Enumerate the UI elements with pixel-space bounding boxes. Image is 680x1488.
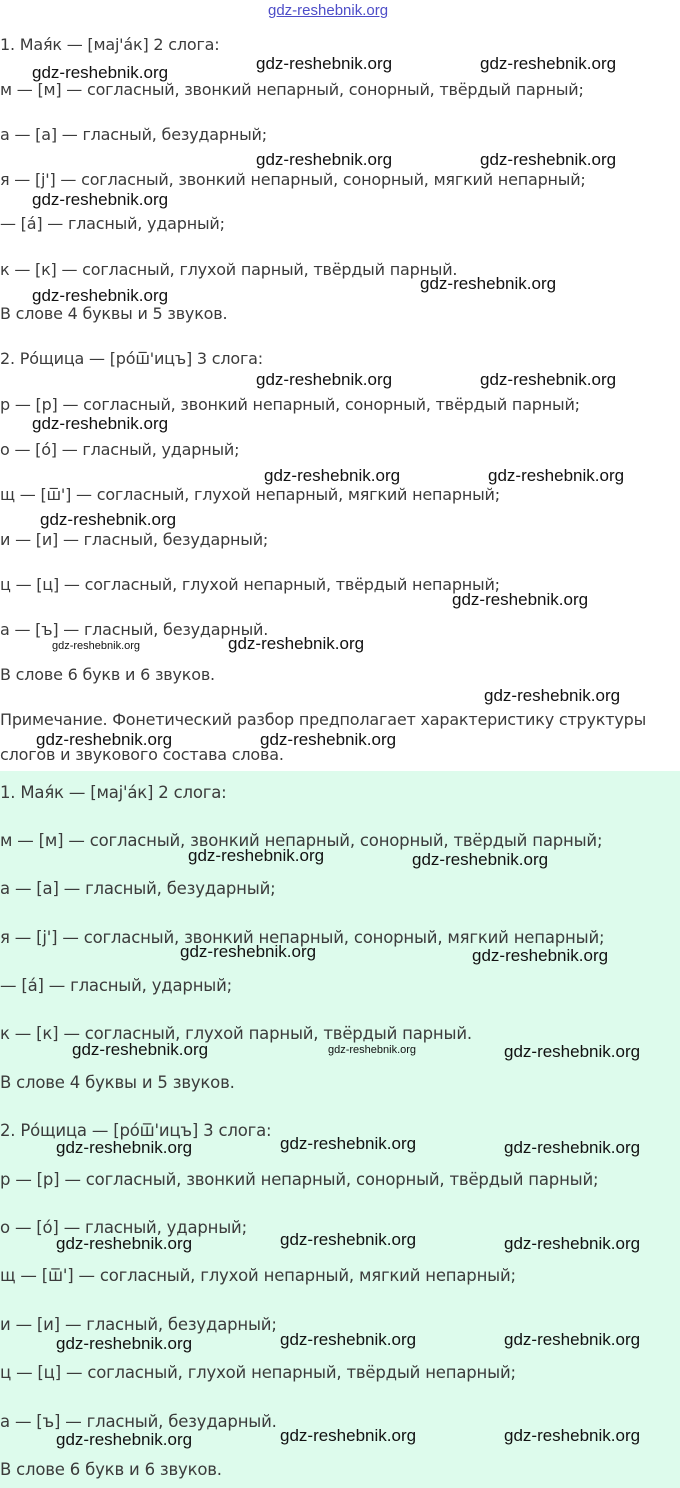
summary-line: В слове 4 буквы и 5 звуков. bbox=[0, 1073, 235, 1092]
watermark: gdz-reshebnik.org bbox=[32, 63, 169, 82]
analysis-line: я — [j'] — согласный, звонкий непарный, сонорный, мягкий непарный; bbox=[0, 170, 586, 189]
analysis-line: м — [м] — согласный, звонкий непарный, сонорный, твёрдый парный; bbox=[0, 831, 603, 850]
analysis-line: к — [к] — согласный, глухой парный, твёрдый парный. bbox=[0, 1024, 472, 1043]
watermark: gdz-reshebnik.org bbox=[52, 640, 141, 652]
analysis-line: а — [а] — гласный, безударный; bbox=[0, 125, 267, 144]
summary-line: В слове 6 букв и 6 звуков. bbox=[0, 1460, 222, 1479]
watermark: gdz-reshebnik.org bbox=[256, 370, 393, 389]
watermark: gdz-reshebnik.org bbox=[72, 1040, 209, 1059]
watermark: gdz-reshebnik.org bbox=[260, 730, 397, 749]
watermark: gdz-reshebnik.org bbox=[480, 370, 617, 389]
watermark: gdz-reshebnik.org bbox=[188, 846, 325, 865]
watermark: gdz-reshebnik.org bbox=[480, 150, 617, 169]
analysis-line: щ — [ш̅'] — согласный, глухой непарный, мягкий непарный; bbox=[0, 485, 500, 504]
heading-word-mayak: 1. Мая́к — [маj'а́к] 2 слога: bbox=[0, 783, 227, 802]
watermark: gdz-reshebnik.org bbox=[56, 1138, 193, 1157]
watermark: gdz-reshebnik.org bbox=[412, 850, 549, 869]
watermark: gdz-reshebnik.org bbox=[56, 1234, 193, 1253]
analysis-line: я — [j'] — согласный, звонкий непарный, сонорный, мягкий непарный; bbox=[0, 928, 605, 947]
watermark: gdz-reshebnik.org bbox=[56, 1430, 193, 1449]
watermark: gdz-reshebnik.org bbox=[472, 946, 609, 965]
watermark: gdz-reshebnik.org bbox=[488, 466, 625, 485]
watermark: gdz-reshebnik.org bbox=[40, 510, 177, 529]
analysis-line: р — [р] — согласный, звонкий непарный, сонорный, твёрдый парный; bbox=[0, 1170, 599, 1189]
heading-word-mayak: 1. Мая́к — [маj'а́к] 2 слога: bbox=[0, 35, 220, 54]
analysis-line: и — [и] — гласный, безударный; bbox=[0, 1315, 277, 1334]
watermark: gdz-reshebnik.org bbox=[256, 54, 393, 73]
watermark: gdz-reshebnik.org bbox=[484, 686, 621, 705]
watermark: gdz-reshebnik.org bbox=[328, 1044, 417, 1056]
watermark: gdz-reshebnik.org bbox=[504, 1234, 641, 1253]
heading-word-roshchitsa: 2. Ро́щица — [ро́ш̅'ицъ] 3 слога: bbox=[0, 1121, 272, 1140]
analysis-line: о — [о́] — гласный, ударный; bbox=[0, 1218, 247, 1237]
watermark: gdz-reshebnik.org bbox=[280, 1134, 417, 1153]
watermark: gdz-reshebnik.org bbox=[32, 190, 169, 209]
analysis-line: а — [ъ] — гласный, безударный. bbox=[0, 620, 269, 639]
watermark: gdz-reshebnik.org bbox=[504, 1330, 641, 1349]
analysis-line: р — [р] — согласный, звонкий непарный, сонорный, твёрдый парный; bbox=[0, 395, 580, 414]
watermark: gdz-reshebnik.org bbox=[280, 1230, 417, 1249]
note-line: слогов и звукового состава слова. bbox=[0, 745, 284, 764]
analysis-line: о — [о́] — гласный, ударный; bbox=[0, 440, 240, 459]
analysis-line: ц — [ц] — согласный, глухой непарный, твёрдый непарный; bbox=[0, 575, 500, 594]
watermark: gdz-reshebnik.org bbox=[180, 942, 317, 961]
watermark: gdz-reshebnik.org bbox=[280, 1330, 417, 1349]
analysis-line: а — [а] — гласный, безударный; bbox=[0, 879, 276, 898]
watermark: gdz-reshebnik.org bbox=[452, 590, 589, 609]
analysis-line: щ — [ш̅'] — согласный, глухой непарный, мягкий непарный; bbox=[0, 1266, 516, 1285]
watermark: gdz-reshebnik.org bbox=[264, 466, 401, 485]
analysis-line: а — [ъ] — гласный, безударный. bbox=[0, 1412, 277, 1431]
analysis-line: — [а́] — гласный, ударный; bbox=[0, 976, 233, 995]
watermark: gdz-reshebnik.org bbox=[480, 54, 617, 73]
watermark: gdz-reshebnik.org bbox=[228, 634, 365, 653]
watermark: gdz-reshebnik.org bbox=[32, 286, 169, 305]
analysis-line: м — [м] — согласный, звонкий непарный, сонорный, твёрдый парный; bbox=[0, 80, 584, 99]
watermark: gdz-reshebnik.org bbox=[280, 1426, 417, 1445]
watermark: gdz-reshebnik.org bbox=[504, 1426, 641, 1445]
watermark: gdz-reshebnik.org bbox=[420, 274, 557, 293]
analysis-line: — [а́] — гласный, ударный; bbox=[0, 214, 225, 233]
watermark: gdz-reshebnik.org bbox=[32, 414, 169, 433]
summary-line: В слове 4 буквы и 5 звуков. bbox=[0, 304, 228, 323]
watermark: gdz-reshebnik.org bbox=[256, 150, 393, 169]
summary-line: В слове 6 букв и 6 звуков. bbox=[0, 665, 215, 684]
watermark: gdz-reshebnik.org bbox=[504, 1138, 641, 1157]
analysis-line: и — [и] — гласный, безударный; bbox=[0, 530, 269, 549]
analysis-line: ц — [ц] — согласный, глухой непарный, твёрдый непарный; bbox=[0, 1363, 516, 1382]
heading-word-roshchitsa: 2. Ро́щица — [ро́ш̅'ицъ] 3 слога: bbox=[0, 349, 263, 368]
watermark-top: gdz-reshebnik.org bbox=[268, 2, 389, 19]
analysis-line: к — [к] — согласный, глухой парный, твёрдый парный. bbox=[0, 260, 458, 279]
watermark: gdz-reshebnik.org bbox=[504, 1042, 641, 1061]
watermark: gdz-reshebnik.org bbox=[56, 1334, 193, 1353]
watermark: gdz-reshebnik.org bbox=[36, 730, 173, 749]
note-line: Примечание. Фонетический разбор предполагает характеристику структуры bbox=[0, 710, 647, 729]
